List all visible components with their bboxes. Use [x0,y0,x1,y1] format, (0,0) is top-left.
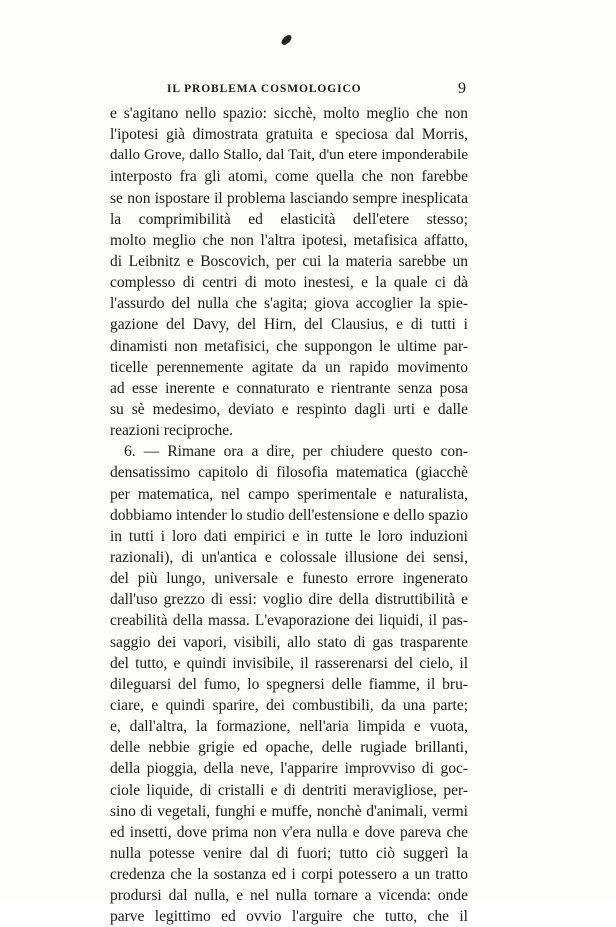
text-line: e, dall'altra, la formazione, nell'aria limpida e vuota, [110,718,468,736]
text-line: ticelle perennemente agitate da un rapido movimento [110,358,468,376]
text-line: della pioggia, della neve, l'apparire improvviso di goc- [110,760,468,778]
text-line: interposto fra gli atomi, come quella che non farebbe [110,168,468,186]
text-line: prodursi dal nulla, e nel nulla tornare a vicenda: onde [110,887,468,905]
running-head [111,80,466,100]
section-6-opening-line: 6. — Rimane ora a dire, per chiudere questo con- [124,443,468,461]
text-line: credenza che la sostanza ed i corpi potessero a un tratto [110,866,468,884]
text-line: dobbiamo intender lo studio dell'estensione e dello spazio [110,506,468,524]
text-line: su sè medesimo, deviato e respinto dagli urti e dalle [110,400,468,418]
running-title: IL PROBLEMA COSMOLOGICO [167,83,362,95]
text-line: ciare, e quindi sparire, dei combustibili, da una parte; [110,696,468,714]
text-line: per matematica, nel campo sperimentale e naturalista, [110,485,468,503]
text-line: ciole liquide, di cristalli e di dentriti meravigliose, per- [110,781,468,799]
text-line: dallo Grove, dallo Stallo, dal Tait, d'un etere imponderabile [110,147,468,164]
text-line: densatissimo capitolo di filosofia matematica (giacchè [110,464,468,482]
text-line: gazione del Davy, del Hirn, del Clausius, e di tutti i [110,316,468,334]
body-text [110,103,468,927]
text-line: dinamisti non metafisici, che suppongon le ultime par- [110,337,468,355]
text-line: di Leibnitz e Boscovich, per cui la materia sarebbe un [110,252,468,270]
text-line: dileguarsi del fumo, lo spegnersi delle fiamme, il bru- [110,675,468,693]
page-number: 9 [458,80,466,97]
paragraph-end-line: reazioni reciproche. [110,422,234,440]
text-line: razionali), di un'antica e colossale illusione dei sensi, [110,548,468,566]
text-line: ad esse inerente e connaturato e rientrante senza posa [110,379,468,397]
ink-mark [280,33,293,47]
text-line: se non ispostare il problema lasciando sempre inesplicata [110,189,468,207]
text-line: nulla potesse venire dal di fuori; tutto ciò suggerì la [110,844,468,862]
text-line: la comprimibilità ed elasticità dell'etere stesso; [110,210,468,228]
text-line: del più lungo, universale e funesto errore ingenerato [110,570,468,588]
text-line: delle nebbie grigie ed opache, delle rugiade brillanti, [110,739,468,757]
text-line: sino di vegetali, funghi e muffe, nonchè d'animali, vermi [110,802,468,820]
text-line: parve legittimo ed ovvio l'arguire che tutto, che il [110,908,468,926]
text-line: del tutto, e quindi invisibile, il rasserenarsi del cielo, il [110,654,468,672]
text-line: dall'uso grezzo di essi: voglio dire della distruttibilità e [110,591,468,609]
text-line: molto meglio che non l'altra ipotesi, metafisica affatto, [110,231,468,249]
text-line: l'ipotesi già dimostrata gratuita e speciosa dal Morris, [110,126,468,144]
text-line: l'assurdo del nulla che s'agita; giova accoglier la spie- [110,295,468,313]
text-line: complesso di centri di moto inestesi, e la quale ci dà [110,274,468,292]
text-line: saggio dei vapori, visibili, allo stato di gas trasparente [110,633,468,651]
text-line: in tutti i loro dati empirici e in tutte le loro induzioni [110,527,468,545]
text-line: creabilità della massa. L'evaporazione dei liquidi, il pas- [110,612,468,630]
text-line: ed insetti, dove prima non v'era nulla e dove pareva che [110,823,468,841]
text-line: e s'agitano nello spazio: sicchè, molto meglio che non [110,105,468,122]
